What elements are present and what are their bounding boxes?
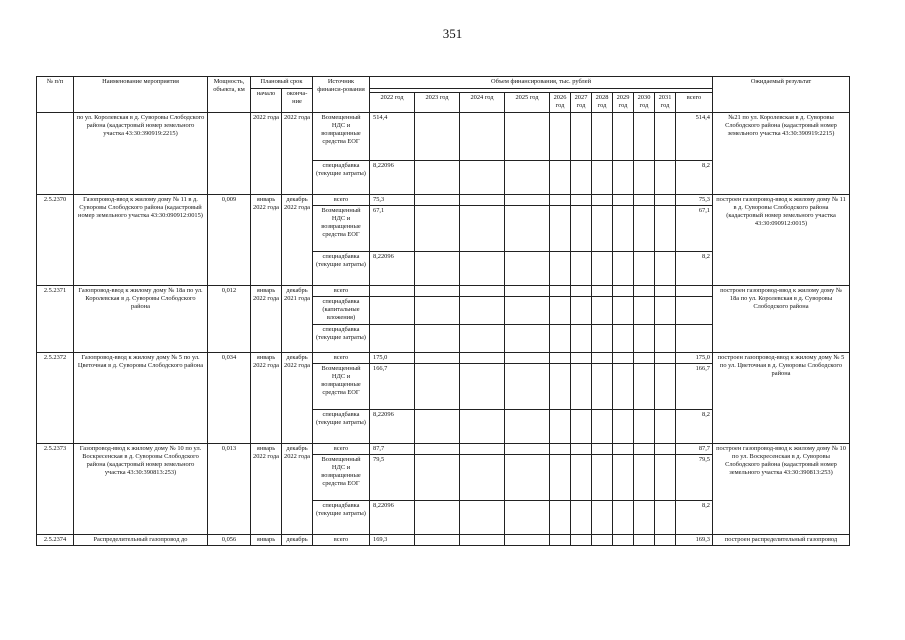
value-2022: 8,22096 xyxy=(370,410,415,444)
funding-source: Возмещенный НДС и возвращенные средства ЕОГ xyxy=(313,364,370,410)
expected-result: построен распределительный газопровод xyxy=(713,535,850,546)
end-date: декабрь 2022 года xyxy=(282,353,313,444)
funding-source: спецнадбавка (капитальные вложения) xyxy=(313,297,370,325)
header-result: Ожидаемый результат xyxy=(713,77,850,113)
value-total: 8,2 xyxy=(676,252,713,286)
value-2022: 79,5 xyxy=(370,455,415,501)
header-capacity: Мощность, объекта, км xyxy=(208,77,251,113)
value-total: 8,2 xyxy=(676,161,713,195)
value-2022: 166,7 xyxy=(370,364,415,410)
value-2022: 8,22096 xyxy=(370,161,415,195)
table-row xyxy=(37,353,850,364)
start-date: январь 2022 года xyxy=(251,195,282,286)
capacity: 0,009 xyxy=(208,195,251,286)
expected-result: построен газопровод-ввод к жилому дому № 5 по ул. Цветочная в д. Суворовы Слободского района xyxy=(713,353,850,444)
header-year-2027: 2027 год xyxy=(571,93,592,113)
capacity: 0,013 xyxy=(208,444,251,535)
funding-source: спецнадбавка (текущие затраты) xyxy=(313,410,370,444)
header-name: Наименование мероприятия xyxy=(74,77,208,113)
funding-source: всего xyxy=(313,535,370,546)
header-period: Плановый срок xyxy=(251,77,313,89)
funding-source: всего xyxy=(313,195,370,206)
value-total: 169,3 xyxy=(676,535,713,546)
funding-source: всего xyxy=(313,286,370,297)
header-total: всего xyxy=(676,93,713,113)
expected-result: построен газопровод-ввод к жилому дому № 10 по ул. Воскресенская в д. Суворовы Слободского района (кадастровый номер земельного участка 43:30:390813:253) xyxy=(713,444,850,535)
expected-result: построен газопровод-ввод к жилому дому № 18а по ул. Королевская в д. Суворовы Слободского района xyxy=(713,286,850,353)
value-2022: 175,0 xyxy=(370,353,415,364)
start-date: 2022 года xyxy=(251,113,282,195)
row-number: 2.5.2372 xyxy=(37,353,74,444)
funding-source: Возмещенный НДС и возвращенные средства ЕОГ xyxy=(313,455,370,501)
financing-table xyxy=(36,76,850,546)
value-2022: 75,3 xyxy=(370,195,415,206)
end-date: декабрь 2022 года xyxy=(282,444,313,535)
funding-source: всего xyxy=(313,353,370,364)
measure-name: Газопровод-ввод к жилому дому № 5 по ул. Цветочная в д. Суворовы Слободского района xyxy=(74,353,208,444)
row-number: 2.5.2370 xyxy=(37,195,74,286)
header-year-2025: 2025 год xyxy=(505,93,550,113)
header-num: № п/п xyxy=(37,77,74,113)
end-date: декабрь 2022 года xyxy=(282,195,313,286)
measure-name: Газопровод-ввод к жилому дому № 11 в д. Суворовы Слободского района (кадастровый номер земельного участка 43:30:090912:0015) xyxy=(74,195,208,286)
header-year-2026: 2026 год xyxy=(550,93,571,113)
capacity: 0,012 xyxy=(208,286,251,353)
expected-result: №21 по ул. Королевская в д. Суворовы Слободского района (кадастровый номер земельного участка 43:30:390919:2215) xyxy=(713,113,850,195)
end-date: декабрь 2021 года xyxy=(282,286,313,353)
table-row xyxy=(37,113,850,161)
measure-name: Газопровод-ввод к жилому дому № 10 по ул. Воскресенская в д. Суворовы Слободского района (кадастровый номер земельного участка 43:30:390813:253) xyxy=(74,444,208,535)
value-total: 166,7 xyxy=(676,364,713,410)
expected-result: построен газопровод-ввод к жилому дому № 11 в д. Суворовы Слободского района (кадастровый номер земельного участка 43:30:090912:0015) xyxy=(713,195,850,286)
funding-source: спецнадбавка (текущие затраты) xyxy=(313,252,370,286)
header-year-2023: 2023 год xyxy=(415,93,460,113)
value-total: 67,1 xyxy=(676,206,713,252)
table-row xyxy=(37,535,850,546)
value-total: 8,2 xyxy=(676,501,713,535)
header-start: начало xyxy=(251,89,282,113)
funding-source: спецнадбавка (текущие затраты) xyxy=(313,161,370,195)
value-2022: 8,22096 xyxy=(370,501,415,535)
row-number: 2.5.2371 xyxy=(37,286,74,353)
capacity: 0,034 xyxy=(208,353,251,444)
value-2022: 67,1 xyxy=(370,206,415,252)
header-year-2028: 2028 год xyxy=(592,93,613,113)
header-volume: Объем финансирования, тыс. рублей xyxy=(370,77,713,89)
header-year-2024: 2024 год xyxy=(460,93,505,113)
header-end: оконча-ние xyxy=(282,89,313,113)
funding-source: спецнадбавка (текущие затраты) xyxy=(313,501,370,535)
value-total: 87,7 xyxy=(676,444,713,455)
value-total: 175,0 xyxy=(676,353,713,364)
funding-source: всего xyxy=(313,444,370,455)
end-date: декабрь xyxy=(282,535,313,546)
measure-name: Распределительный газопровод до xyxy=(74,535,208,546)
row-number: 2.5.2373 xyxy=(37,444,74,535)
header-year-2030: 2030 год xyxy=(634,93,655,113)
header-year-2029: 2029 год xyxy=(613,93,634,113)
end-date: 2022 года xyxy=(282,113,313,195)
header-source: Источник финанси-рования xyxy=(313,77,370,113)
measure-name: Газопровод-ввод к жилому дому № 18а по ул. Королевская в д. Суворовы Слободского района xyxy=(74,286,208,353)
funding-source: Возмещенный НДС и возвращенные средства ЕОГ xyxy=(313,206,370,252)
funding-source: спецнадбавка (текущие затраты) xyxy=(313,325,370,353)
table-row xyxy=(37,195,850,206)
value-total: 75,3 xyxy=(676,195,713,206)
table-row xyxy=(37,286,850,297)
row-number: 2.5.2374 xyxy=(37,535,74,546)
value-2022: 514,4 xyxy=(370,113,415,161)
value-total: 8,2 xyxy=(676,410,713,444)
capacity: 0,056 xyxy=(208,535,251,546)
table-row xyxy=(37,444,850,455)
start-date: январь 2022 года xyxy=(251,444,282,535)
page-number: 351 xyxy=(442,26,463,41)
start-date: январь 2022 года xyxy=(251,286,282,353)
header-year-2031: 2031 год xyxy=(655,93,676,113)
funding-source: Возмещенный НДС и возвращенные средства ЕОГ xyxy=(313,113,370,161)
header-year-2022: 2022 год xyxy=(370,93,415,113)
start-date: январь 2022 года xyxy=(251,353,282,444)
value-2022: 87,7 xyxy=(370,444,415,455)
value-2022: 8,22096 xyxy=(370,252,415,286)
value-total: 79,5 xyxy=(676,455,713,501)
measure-name: по ул. Королевская в д. Суворовы Слободского района (кадастровый номер земельного участка 43:30:390919:2215) xyxy=(74,113,208,195)
value-2022: 169,3 xyxy=(370,535,415,546)
start-date: январь xyxy=(251,535,282,546)
value-total: 514,4 xyxy=(676,113,713,161)
